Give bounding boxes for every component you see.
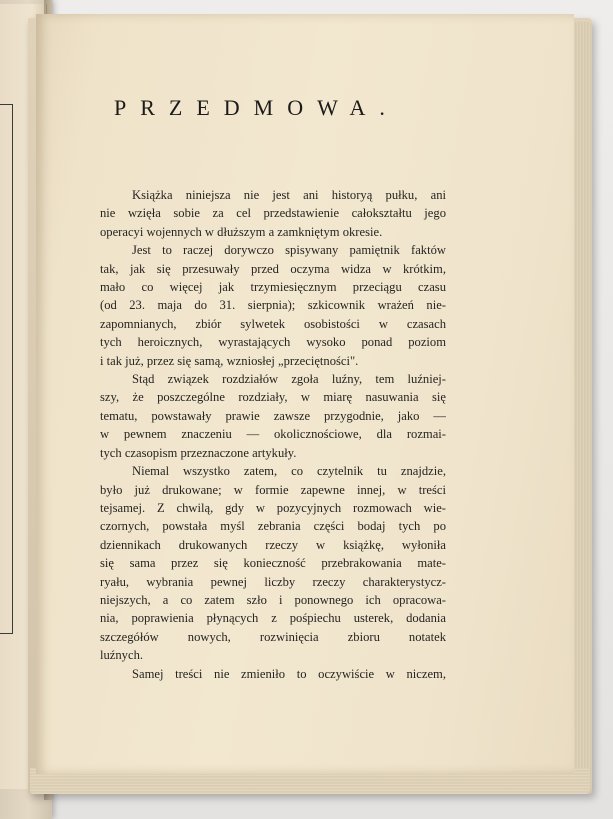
- preface-text: [100, 186, 446, 683]
- page-heading: PRZEDMOWA.: [114, 95, 399, 120]
- text-line: czornych, powstała myśl zebrania części bodaj tych po: [100, 519, 446, 534]
- left-page-border-frame: [0, 104, 13, 634]
- text-line: tych czasopism przeznaczone artykuły.: [100, 445, 297, 460]
- text-line: tematu, powstawały prawie zawsze przygodnie, jako —: [100, 408, 446, 423]
- text-line: Książka niniejsza nie jest ani historyą pułku, ani: [132, 188, 446, 202]
- text-line: i tak już, przez się samą, wzniosłej „przeciętności".: [100, 353, 359, 368]
- text-line: się sama przez się konieczność przebrakowania mate-: [100, 556, 446, 571]
- text-line: niejszych, a co zatem szło i ponownego ich opracowa-: [100, 592, 446, 607]
- text-line: w pewnem znaczeniu — okolicznościowe, dla rozmai-: [100, 427, 446, 442]
- text-line: szy, że poszczególne rozdziały, w miarę nasuwania się: [100, 390, 446, 405]
- text-line: szczegółów nowych, rozwinięcia zbioru notatek: [100, 629, 446, 644]
- text-line: tejsamej. Z chwilą, gdy w pozycyjnych rozmowach wie-: [100, 500, 446, 515]
- text-line: dziennikach drukowanych rzeczy w książkę, wyłoniła: [100, 537, 446, 552]
- text-line: Niemal wszystko zatem, co czytelnik tu znajdzie,: [132, 464, 446, 479]
- text-line: tak, jak się przesuwały przed oczyma widza w krótkim,: [100, 261, 446, 276]
- text-line: było już drukowane; w formie zapewne innej, w treści: [100, 482, 446, 497]
- text-line: Jest to raczej dorywczo spisywany pamiętnik faktów: [132, 243, 446, 258]
- text-line: mało co więcej jak trzymiesięcznym przeciągu czasu: [100, 280, 446, 295]
- text-line: nie wzięła sobie za cel przedstawienie całokształtu jego: [100, 206, 446, 221]
- text-line: tych heroicznych, wyrastających wysoko ponad poziom: [100, 335, 446, 350]
- text-line: zapomnianych, zbiór sylwetek osobistości w czasach: [100, 316, 446, 331]
- text-line: ryału, wybrania pewnej liczby rzeczy charakterystycz-: [100, 574, 446, 589]
- text-line: Stąd związek rozdziałów zgoła luźny, tem luźniej-: [132, 372, 446, 387]
- text-line: nia, poprawienia płynących z pośpiechu usterek, dodania: [100, 611, 446, 626]
- text-line: operacyi wojennych w dłuższym a zamkniętym okresie.: [100, 224, 383, 239]
- text-line: luźnych.: [100, 648, 144, 663]
- text-line: Samej treści nie zmieniło to oczywiście w niczem,: [132, 666, 446, 681]
- text-line: (od 23. maja do 31. sierpnia); szkicownik wrażeń nie-: [100, 298, 446, 313]
